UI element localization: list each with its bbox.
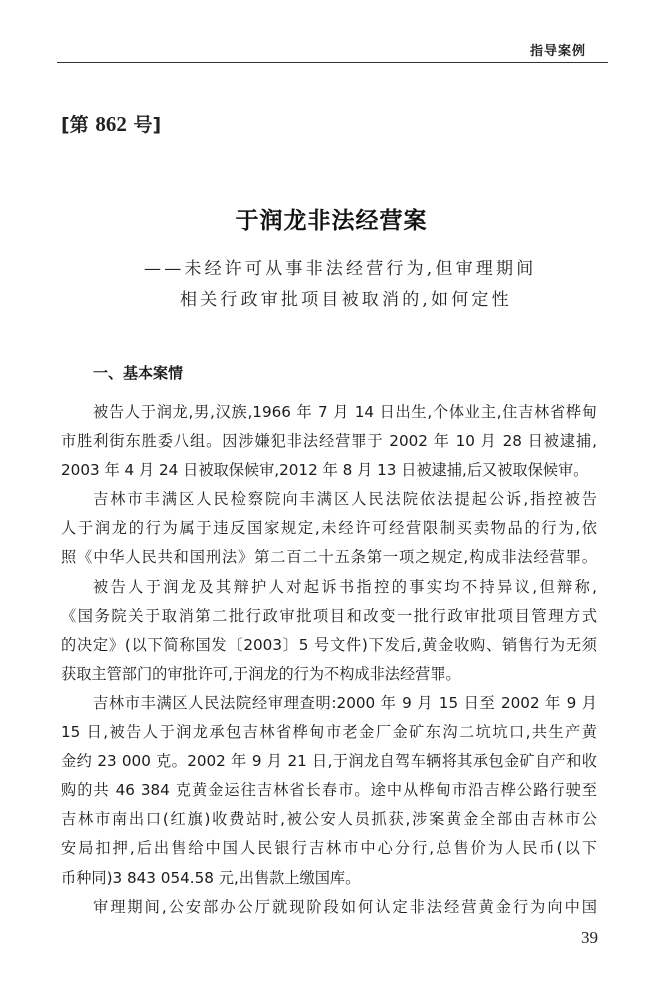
paragraph-3-line-1: 被告人于润龙及其辩护人对起诉书指控的事实均不持异议,但辩称, xyxy=(93,577,597,596)
paragraph-2-line-3: 照《中华人民共和国刑法》第二百二十五条第一项之规定,构成非法经营罪。 xyxy=(61,548,597,567)
body-text xyxy=(61,398,597,922)
paragraph-4-line-6: 安局扣押,后出售给中国人民银行吉林市中心分行,总售价为人民币(以下 xyxy=(61,839,597,858)
subtitle-line-1: ——未经许可从事非法经营行为,但审理期间 xyxy=(144,259,537,279)
paragraph-1-line-2: 市胜利街东胜委八组。因涉嫌犯非法经营罪于 2002 年 10 月 28 日被逮捕, xyxy=(61,432,597,451)
paragraph-5-line-1: 审理期间,公安部办公厅就现阶段如何认定非法经营黄金行为向中国 xyxy=(93,897,597,916)
case-title: 于润龙非法经营案 xyxy=(235,207,428,234)
paragraph-4-line-7: 币种同)3 843 054.58 元,出售款上缴国库。 xyxy=(61,868,361,887)
subtitle-line-2: 相关行政审批项目被取消的,如何定性 xyxy=(180,290,512,310)
paragraph-4-line-4: 购的共 46 384 克黄金运往吉林省长春市。途中从桦甸市沿吉桦公路行驶至 xyxy=(61,781,597,800)
case-number-value: 862 xyxy=(95,112,127,136)
case-number xyxy=(61,110,161,137)
case-number-suffix: 号] xyxy=(133,114,162,136)
paragraph-4-line-3: 金约 23 000 克。2002 年 9 月 21 日,于润龙自驾车辆将其承包金矿自产和收 xyxy=(61,752,597,771)
section-heading: 一、基本案情 xyxy=(93,364,184,382)
paragraph-3-line-3: 的决定》(以下简称国发〔2003〕5 号文件)下发后,黄金收购、销售行为无须 xyxy=(61,635,597,654)
paragraph-2-line-2: 人于润龙的行为属于违反国家规定,未经许可经营限制买卖物品的行为,依 xyxy=(61,519,597,538)
paragraph-3-line-4: 获取主管部门的审批许可,于润龙的行为不构成非法经营罪。 xyxy=(61,664,461,683)
case-number-prefix: [第 xyxy=(61,114,89,136)
page-number: 39 xyxy=(581,928,598,947)
paragraph-3-line-2: 《国务院关于取消第二批行政审批项目和改变一批行政审批项目管理方式 xyxy=(61,606,597,625)
paragraph-1-line-3: 2003 年 4 月 24 日被取保候审,2012 年 8 月 13 日被逮捕,后又被取保候审。 xyxy=(61,461,589,480)
paragraph-1-line-1: 被告人于润龙,男,汉族,1966 年 7 月 14 日出生,个体业主,住吉林省桦甸 xyxy=(93,403,597,421)
paragraph-4-line-2: 15 日,被告人于润龙承包吉林省桦甸市老金厂金矿东沟二坑坑口,共生产黄 xyxy=(61,723,597,742)
paragraph-2-line-1: 吉林市丰满区人民检察院向丰满区人民法院依法提起公诉,指控被告 xyxy=(93,490,597,509)
paragraph-4-line-5: 吉林市南出口(红旗)收费站时,被公安人员抓获,涉案黄金全部由吉林市公 xyxy=(61,810,597,829)
paragraph-4-line-1: 吉林市丰满区人民法院经审理查明:2000 年 9 月 15 日至 2002 年 9 月 xyxy=(93,693,597,712)
header-rule xyxy=(57,62,608,63)
running-head: 指导案例 xyxy=(529,44,586,59)
